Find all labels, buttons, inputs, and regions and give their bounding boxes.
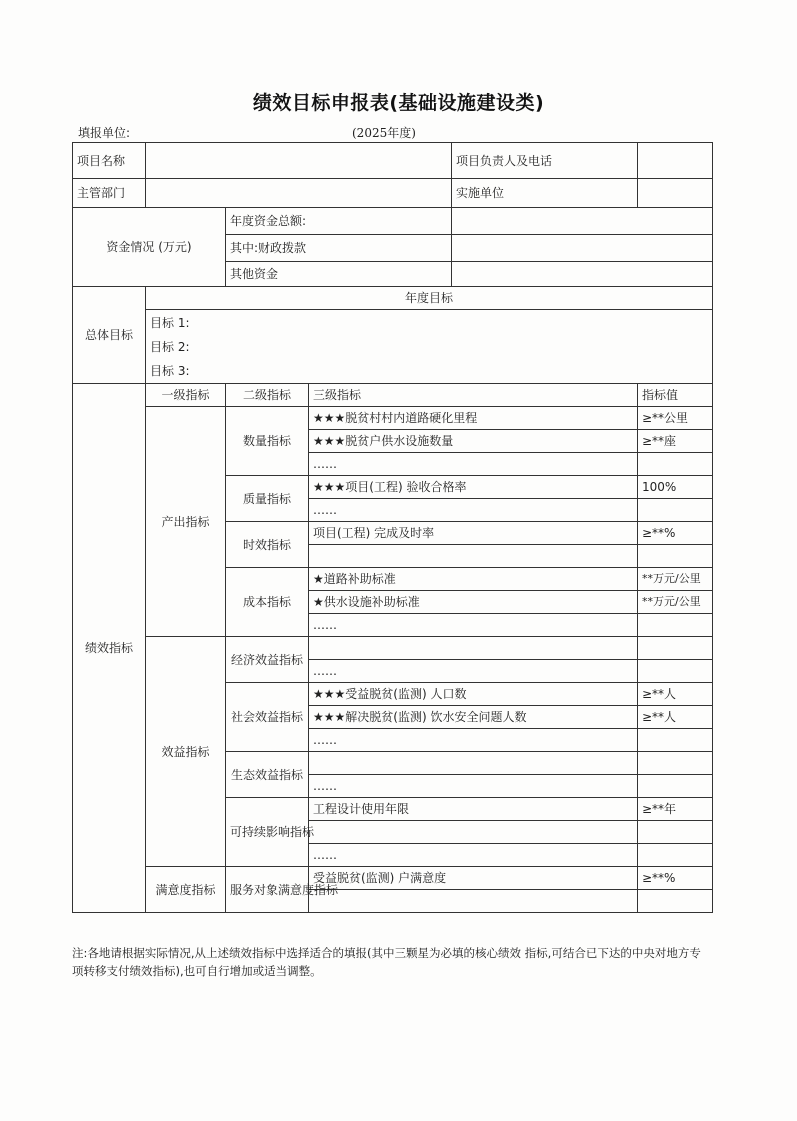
funds-total-field[interactable] <box>452 208 713 235</box>
annual-target-header: 年度目标 <box>146 287 713 310</box>
col-level1-header: 一级指标 <box>146 384 226 407</box>
table-row-sv-blank[interactable] <box>309 890 638 913</box>
table-row-e-blank[interactable] <box>309 637 638 660</box>
project-name-field[interactable] <box>146 143 452 179</box>
value-eco-more[interactable] <box>638 775 713 798</box>
quality-indicator-label: 质量指标 <box>226 476 309 522</box>
table-row-s-more[interactable]: …… <box>309 729 638 752</box>
value-c-more[interactable] <box>638 614 713 637</box>
performance-form-table <box>72 142 713 913</box>
table-row-q-more[interactable]: …… <box>309 453 638 476</box>
table-row-su1: 工程设计使用年限 <box>309 798 638 821</box>
value-sv-blank[interactable] <box>638 890 713 913</box>
perf-label: 绩效指标 <box>73 384 146 913</box>
timeliness-indicator-label: 时效指标 <box>226 522 309 568</box>
table-row-c2: ★供水设施补助标准 <box>309 591 638 614</box>
value-ql1[interactable]: 100% <box>638 476 713 499</box>
impl-unit-field[interactable] <box>638 179 713 208</box>
table-row-c-more[interactable]: …… <box>309 614 638 637</box>
table-row-sv1: 受益脱贫(监测) 户满意度 <box>309 867 638 890</box>
value-q1[interactable]: ≥**公里 <box>638 407 713 430</box>
table-row-eco-more[interactable]: …… <box>309 775 638 798</box>
social-indicator-label: 社会效益指标 <box>226 683 309 752</box>
target-2: 目标 2: <box>150 340 190 354</box>
fill-unit-label: 填报单位: <box>78 126 131 140</box>
value-c2[interactable]: **万元/公里 <box>638 591 713 614</box>
table-row-s1: ★★★受益脱贫(监测) 人口数 <box>309 683 638 706</box>
table-row-su-blank[interactable] <box>309 821 638 844</box>
table-row-s2: ★★★解决脱贫(监测) 饮水安全问题人数 <box>309 706 638 729</box>
impl-unit-label: 实施单位 <box>452 179 638 208</box>
funds-other-label: 其他资金 <box>226 262 452 287</box>
quantity-indicator-label: 数量指标 <box>226 407 309 476</box>
page-title: 绩效目标申报表(基础设施建设类) <box>252 92 545 114</box>
funds-label: 资金情况 (万元) <box>73 208 226 287</box>
value-s2[interactable]: ≥**人 <box>638 706 713 729</box>
satisfaction-indicator-label: 满意度指标 <box>146 867 226 913</box>
cost-indicator-label: 成本指标 <box>226 568 309 637</box>
value-e-blank[interactable] <box>638 637 713 660</box>
project-owner-label: 项目负责人及电话 <box>452 143 638 179</box>
funds-fiscal-field[interactable] <box>452 235 713 262</box>
annual-target-field[interactable] <box>146 310 713 384</box>
target-1: 目标 1: <box>150 316 190 330</box>
dept-label: 主管部门 <box>73 179 146 208</box>
value-t1[interactable]: ≥**% <box>638 522 713 545</box>
table-row-ql-more[interactable]: …… <box>309 499 638 522</box>
funds-fiscal-label: 其中:财政拨款 <box>226 235 452 262</box>
project-name-label: 项目名称 <box>73 143 146 179</box>
value-s-more[interactable] <box>638 729 713 752</box>
table-row-c1: ★道路补助标准 <box>309 568 638 591</box>
table-row-e-more[interactable]: …… <box>309 660 638 683</box>
table-row-eco-blank[interactable] <box>309 752 638 775</box>
value-q-more[interactable] <box>638 453 713 476</box>
table-row-ql1: ★★★项目(工程) 验收合格率 <box>309 476 638 499</box>
table-row-t1: 项目(工程) 完成及时率 <box>309 522 638 545</box>
value-su-more[interactable] <box>638 844 713 867</box>
overall-target-label: 总体目标 <box>73 287 146 384</box>
funds-total-label: 年度资金总额: <box>226 208 452 235</box>
table-row-t-blank[interactable] <box>309 545 638 568</box>
value-eco-blank[interactable] <box>638 752 713 775</box>
dept-field[interactable] <box>146 179 452 208</box>
benefit-indicator-label: 效益指标 <box>146 637 226 867</box>
col-level3-header: 三级指标 <box>309 384 638 407</box>
service-indicator-label: 服务对象满意度指标 <box>226 867 309 913</box>
output-indicator-label: 产出指标 <box>146 407 226 637</box>
sustain-indicator-label: 可持续影响指标 <box>226 798 309 867</box>
value-s1[interactable]: ≥**人 <box>638 683 713 706</box>
col-value-header: 指标值 <box>638 384 713 407</box>
economic-indicator-label: 经济效益指标 <box>226 637 309 683</box>
value-t-blank[interactable] <box>638 545 713 568</box>
col-level2-header: 二级指标 <box>226 384 309 407</box>
table-row-su-more[interactable]: …… <box>309 844 638 867</box>
ecological-indicator-label: 生态效益指标 <box>226 752 309 798</box>
table-row-q2: ★★★脱贫户供水设施数量 <box>309 430 638 453</box>
value-sv1[interactable]: ≥**% <box>638 867 713 890</box>
value-q2[interactable]: ≥**座 <box>638 430 713 453</box>
value-e-more[interactable] <box>638 660 713 683</box>
year-label: (2025年度) <box>352 126 416 140</box>
value-su1[interactable]: ≥**年 <box>638 798 713 821</box>
project-owner-field[interactable] <box>638 143 713 179</box>
value-su-blank[interactable] <box>638 821 713 844</box>
value-c1[interactable]: **万元/公里 <box>638 568 713 591</box>
value-ql-more[interactable] <box>638 499 713 522</box>
funds-other-field[interactable] <box>452 262 713 287</box>
footnote: 注:各地请根据实际情况,从上述绩效指标中选择适合的填报(其中三颗星为必填的核心绩效 指标,可结合已下达的中央对地方专项转移支付绩效指标),也可自行增加或适当调整。 <box>72 946 701 978</box>
target-3: 目标 3: <box>150 364 190 378</box>
table-row-q1: ★★★脱贫村村内道路硬化里程 <box>309 407 638 430</box>
